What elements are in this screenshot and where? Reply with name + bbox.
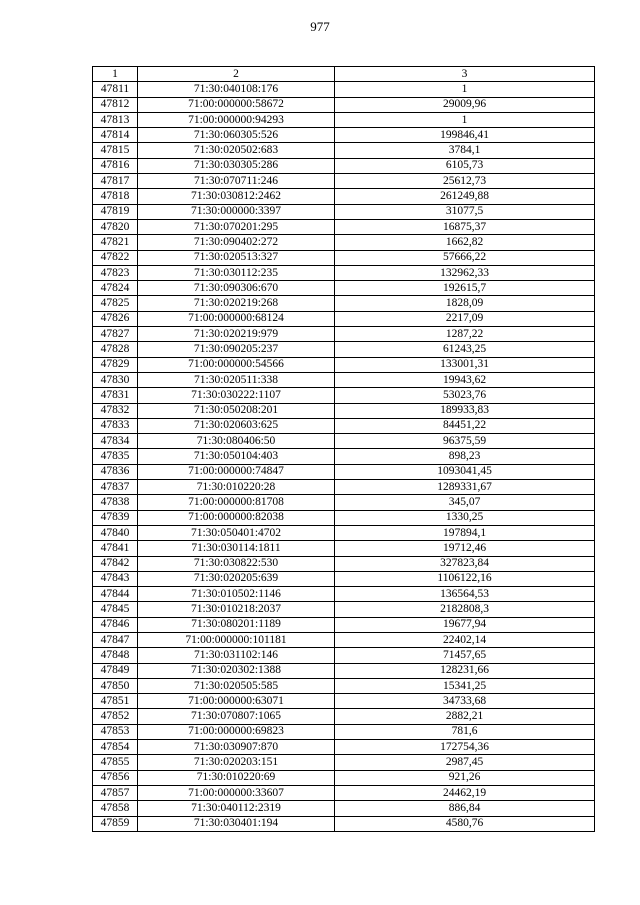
row-number-cell: 47842 [93,556,138,571]
cadastral-number-cell: 71:30:020511:338 [138,372,335,387]
row-number-cell: 47828 [93,342,138,357]
cadastral-number-cell: 71:30:000000:3397 [138,204,335,219]
cadastral-number-cell: 71:00:000000:69823 [138,724,335,739]
cadastral-number-cell: 71:30:090402:272 [138,235,335,250]
value-cell: 1 [335,112,595,127]
row-number-cell: 47821 [93,235,138,250]
value-cell: 1 [335,82,595,97]
table-row [93,418,595,433]
value-cell: 2217,09 [335,311,595,326]
table-row [93,801,595,816]
row-number-cell: 47827 [93,327,138,342]
row-number-cell: 47856 [93,770,138,785]
cadastral-number-cell: 71:30:070807:1065 [138,709,335,724]
value-cell: 172754,36 [335,740,595,755]
cadastral-number-cell: 71:00:000000:54566 [138,357,335,372]
value-cell: 1330,25 [335,510,595,525]
table-row [93,219,595,234]
cadastral-number-cell: 71:30:030305:286 [138,158,335,173]
column-header-1: 1 [93,67,138,82]
cadastral-number-cell: 71:30:030114:1811 [138,541,335,556]
row-number-cell: 47814 [93,128,138,143]
row-number-cell: 47840 [93,525,138,540]
cadastral-number-cell: 71:30:030812:2462 [138,189,335,204]
value-cell: 24462,19 [335,785,595,800]
value-cell: 29009,96 [335,97,595,112]
row-number-cell: 47850 [93,678,138,693]
cadastral-number-cell: 71:30:030112:235 [138,265,335,280]
table-row [93,128,595,143]
table-row [93,556,595,571]
table-row [93,235,595,250]
table-row [93,265,595,280]
cadastral-number-cell: 71:30:080406:50 [138,434,335,449]
table-row [93,587,595,602]
table-row [93,403,595,418]
table-row [93,541,595,556]
row-number-cell: 47830 [93,372,138,387]
value-cell: 53023,76 [335,388,595,403]
row-number-cell: 47816 [93,158,138,173]
cadastral-number-cell: 71:00:000000:101181 [138,632,335,647]
cadastral-number-cell: 71:30:030401:194 [138,816,335,831]
table-row [93,770,595,785]
value-cell: 2987,45 [335,755,595,770]
cadastral-number-cell: 71:00:000000:81708 [138,495,335,510]
value-cell: 1106122,16 [335,571,595,586]
row-number-cell: 47843 [93,571,138,586]
table-row [93,158,595,173]
table-row [93,204,595,219]
value-cell: 1662,82 [335,235,595,250]
row-number-cell: 47819 [93,204,138,219]
cadastral-number-cell: 71:30:090205:237 [138,342,335,357]
value-cell: 25612,73 [335,174,595,189]
cadastral-number-cell: 71:30:060305:526 [138,128,335,143]
table-row [93,602,595,617]
value-cell: 3784,1 [335,143,595,158]
header-row [93,67,595,82]
value-cell: 19712,46 [335,541,595,556]
table-row [93,174,595,189]
value-cell: 1289331,67 [335,480,595,495]
value-cell: 192615,7 [335,281,595,296]
table-row [93,617,595,632]
cadastral-number-cell: 71:30:030222:1107 [138,388,335,403]
table-row [93,464,595,479]
cadastral-number-cell: 71:30:010218:2037 [138,602,335,617]
row-number-cell: 47823 [93,265,138,280]
table-row [93,571,595,586]
value-cell: 57666,22 [335,250,595,265]
cadastral-number-cell: 71:30:050401:4702 [138,525,335,540]
row-number-cell: 47849 [93,663,138,678]
row-number-cell: 47857 [93,785,138,800]
table-row [93,816,595,831]
cadastral-number-cell: 71:00:000000:63071 [138,694,335,709]
value-cell: 71457,65 [335,648,595,663]
cadastral-number-cell: 71:30:040108:176 [138,82,335,97]
cadastral-number-cell: 71:30:020505:585 [138,678,335,693]
cadastral-number-cell: 71:30:031102:146 [138,648,335,663]
value-cell: 327823,84 [335,556,595,571]
table-row [93,189,595,204]
table-header [93,67,595,82]
row-number-cell: 47836 [93,464,138,479]
row-number-cell: 47824 [93,281,138,296]
value-cell: 2182808,3 [335,602,595,617]
value-cell: 4580,76 [335,816,595,831]
value-cell: 133001,31 [335,357,595,372]
value-cell: 31077,5 [335,204,595,219]
table-row [93,434,595,449]
cadastral-number-cell: 71:00:000000:58672 [138,97,335,112]
cadastral-number-cell: 71:00:000000:33607 [138,785,335,800]
row-number-cell: 47853 [93,724,138,739]
table-row [93,694,595,709]
cadastral-number-cell: 71:30:020205:639 [138,571,335,586]
row-number-cell: 47831 [93,388,138,403]
table-row [93,327,595,342]
value-cell: 19943,62 [335,372,595,387]
table-row [93,724,595,739]
table-row [93,495,595,510]
table-row [93,678,595,693]
table-row [93,311,595,326]
value-cell: 1093041,45 [335,464,595,479]
value-cell: 128231,66 [335,663,595,678]
value-cell: 132962,33 [335,265,595,280]
row-number-cell: 47833 [93,418,138,433]
row-number-cell: 47835 [93,449,138,464]
table-row [93,97,595,112]
cadastral-number-cell: 71:00:000000:74847 [138,464,335,479]
table-row [93,755,595,770]
value-cell: 1828,09 [335,296,595,311]
row-number-cell: 47811 [93,82,138,97]
cadastral-number-cell: 71:30:020502:683 [138,143,335,158]
value-cell: 781,6 [335,724,595,739]
value-cell: 16875,37 [335,219,595,234]
row-number-cell: 47845 [93,602,138,617]
row-number-cell: 47839 [93,510,138,525]
row-number-cell: 47854 [93,740,138,755]
cadastral-number-cell: 71:30:080201:1189 [138,617,335,632]
row-number-cell: 47815 [93,143,138,158]
table-row [93,296,595,311]
cadastral-number-cell: 71:30:030907:870 [138,740,335,755]
value-cell: 886,84 [335,801,595,816]
row-number-cell: 47851 [93,694,138,709]
table-row [93,510,595,525]
row-number-cell: 47841 [93,541,138,556]
cadastral-number-cell: 71:30:020513:327 [138,250,335,265]
row-number-cell: 47834 [93,434,138,449]
value-cell: 15341,25 [335,678,595,693]
cadastral-number-cell: 71:30:040112:2319 [138,801,335,816]
table-row [93,112,595,127]
row-number-cell: 47838 [93,495,138,510]
cadastral-number-cell: 71:30:020203:151 [138,755,335,770]
column-header-3: 3 [335,67,595,82]
row-number-cell: 47859 [93,816,138,831]
cadastral-number-cell: 71:30:050208:201 [138,403,335,418]
cadastral-number-cell: 71:30:090306:670 [138,281,335,296]
page-number: 977 [310,19,330,34]
table-row [93,632,595,647]
cadastral-number-cell: 71:30:070201:295 [138,219,335,234]
value-cell: 1287,22 [335,327,595,342]
value-cell: 34733,68 [335,694,595,709]
row-number-cell: 47846 [93,617,138,632]
table-row [93,449,595,464]
row-number-cell: 47858 [93,801,138,816]
value-cell: 61243,25 [335,342,595,357]
value-cell: 898,23 [335,449,595,464]
cadastral-number-cell: 71:30:070711:246 [138,174,335,189]
cadastral-number-cell: 71:30:020302:1388 [138,663,335,678]
row-number-cell: 47844 [93,587,138,602]
row-number-cell: 47813 [93,112,138,127]
value-cell: 22402,14 [335,632,595,647]
table-row [93,740,595,755]
table-row [93,143,595,158]
cadastral-number-cell: 71:30:050104:403 [138,449,335,464]
row-number-cell: 47817 [93,174,138,189]
value-cell: 345,07 [335,495,595,510]
table-row [93,480,595,495]
value-cell: 197894,1 [335,525,595,540]
value-cell: 19677,94 [335,617,595,632]
value-cell: 6105,73 [335,158,595,173]
table-row [93,785,595,800]
value-cell: 261249,88 [335,189,595,204]
row-number-cell: 47829 [93,357,138,372]
value-cell: 199846,41 [335,128,595,143]
table-row [93,342,595,357]
cadastral-number-cell: 71:30:020603:625 [138,418,335,433]
table-row [93,250,595,265]
value-cell: 921,26 [335,770,595,785]
table-body [93,82,595,832]
value-cell: 136564,53 [335,587,595,602]
row-number-cell: 47847 [93,632,138,647]
cadastral-number-cell: 71:30:020219:268 [138,296,335,311]
table-row [93,388,595,403]
table-row [93,357,595,372]
cadastral-number-cell: 71:30:030822:530 [138,556,335,571]
cadastral-number-cell: 71:30:020219:979 [138,327,335,342]
cadastral-number-cell: 71:30:010220:28 [138,480,335,495]
table-row [93,281,595,296]
cadastral-number-cell: 71:00:000000:94293 [138,112,335,127]
table-row [93,663,595,678]
value-cell: 189933,83 [335,403,595,418]
value-cell: 96375,59 [335,434,595,449]
row-number-cell: 47820 [93,219,138,234]
table-row [93,82,595,97]
cadastral-number-cell: 71:30:010502:1146 [138,587,335,602]
row-number-cell: 47848 [93,648,138,663]
row-number-cell: 47855 [93,755,138,770]
row-number-cell: 47822 [93,250,138,265]
row-number-cell: 47826 [93,311,138,326]
cadastral-number-cell: 71:00:000000:68124 [138,311,335,326]
value-cell: 84451,22 [335,418,595,433]
row-number-cell: 47832 [93,403,138,418]
row-number-cell: 47818 [93,189,138,204]
column-header-2: 2 [138,67,335,82]
cadastral-number-cell: 71:30:010220:69 [138,770,335,785]
data-table [92,66,595,832]
row-number-cell: 47812 [93,97,138,112]
value-cell: 2882,21 [335,709,595,724]
cadastral-number-cell: 71:00:000000:82038 [138,510,335,525]
table-row [93,648,595,663]
table-row [93,372,595,387]
row-number-cell: 47825 [93,296,138,311]
table-row [93,525,595,540]
table-row [93,709,595,724]
row-number-cell: 47852 [93,709,138,724]
row-number-cell: 47837 [93,480,138,495]
